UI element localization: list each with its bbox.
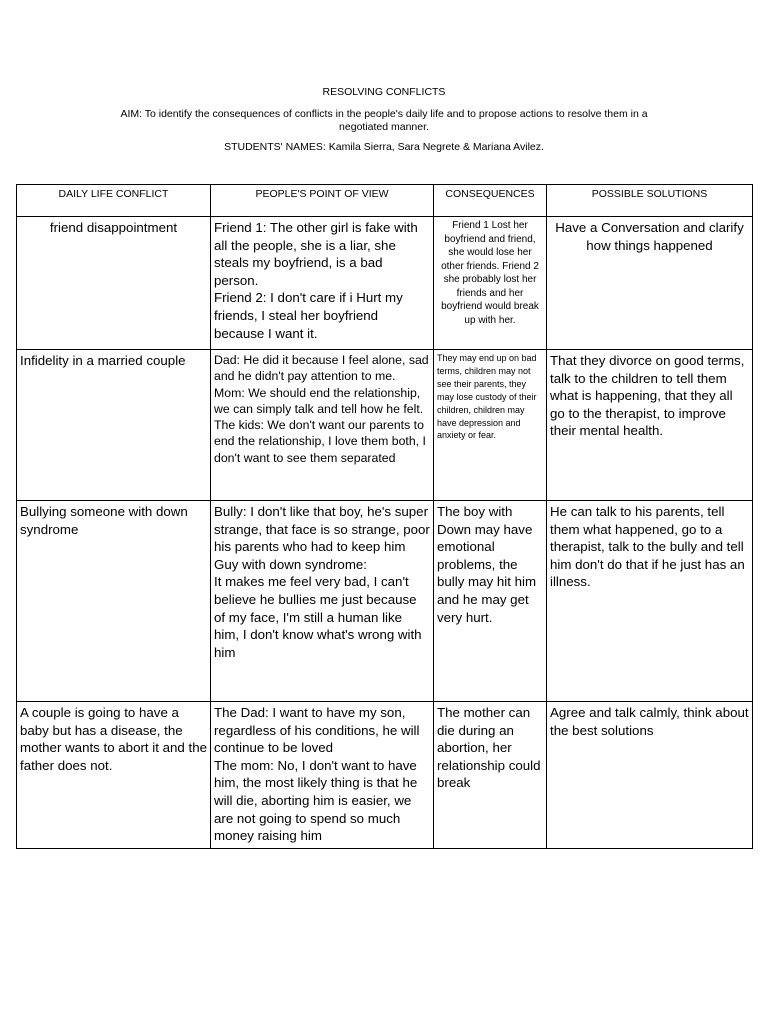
solutions-cell: Have a Conversation and clarify how things happened <box>547 217 753 350</box>
pov-line: Mom: We should end the relationship, we can simply talk and tell how he felt. <box>214 385 424 416</box>
header-possible-solutions: POSSIBLE SOLUTIONS <box>547 185 753 217</box>
document-header <box>0 86 768 154</box>
pov-line: Friend 2: I don't care if i Hurt my friends, I steal her boyfriend because I want it. <box>214 290 403 341</box>
header-consequences: CONSEQUENCES <box>434 185 547 217</box>
conflicts-table <box>16 184 753 849</box>
point-of-view-cell <box>211 350 434 501</box>
table-row <box>17 702 753 849</box>
pov-line: Friend 1: The other girl is fake with all the people, she is a liar, she steals my boyfriend, is a bad person. <box>214 220 418 288</box>
solutions-cell: Agree and talk calmly, think about the best solutions <box>547 702 753 849</box>
table-header-row <box>17 185 753 217</box>
consequences-cell: Friend 1 Lost her boyfriend and friend, she would lose her other friends. Friend 2 she probably lost her friends and her boyfriend would break up with her. <box>434 217 547 350</box>
point-of-view-cell <box>211 501 434 702</box>
pov-line: The mom: No, I don't want to have him, the most likely thing is that he will die, aborting him is easier, we are not going to spend so much money raising him <box>214 757 418 844</box>
pov-line: Guy with down syndrome: <box>214 556 367 572</box>
table-row <box>17 350 753 501</box>
pov-line: It makes me feel very bad, I can't believe he bullies me just because of my face, I'm still a human like him, I don't know what's wrong with him <box>214 574 422 660</box>
pov-line: The Dad: I want to have my son, regardless of his conditions, he will continue to be loved <box>214 705 420 756</box>
solutions-cell: He can talk to his parents, tell them what happened, go to a therapist, talk to the bully and tell him don't do that if he just has an illness. <box>547 501 753 702</box>
point-of-view-cell <box>211 702 434 849</box>
point-of-view-cell <box>211 217 434 350</box>
document-title: RESOLVING CONFLICTS <box>322 86 446 98</box>
aim-text: AIM: To identify the consequences of conflicts in the people's daily life and to propose actions to resolve them in a negotiated manner. <box>120 108 648 133</box>
header-daily-life-conflict: DAILY LIFE CONFLICT <box>17 185 211 217</box>
conflict-cell: A couple is going to have a baby but has a disease, the mother wants to abort it and the father does not. <box>17 702 211 849</box>
consequences-cell: The mother can die during an abortion, her relationship could break <box>434 702 547 849</box>
consequences-cell: They may end up on bad terms, children may not see their parents, they may lose custody of their children, children may have depression and anxiety or fear. <box>434 350 547 501</box>
table-row <box>17 217 753 350</box>
pov-line: Dad: He did it because I feel alone, sad and he didn't pay attention to me. <box>214 353 429 384</box>
solutions-cell: That they divorce on good terms, talk to the children to tell them what is happening, that they all go to the therapist, to improve their mental health. <box>547 350 753 501</box>
pov-line: Bully: I don't like that boy, he's super strange, that face is so strange, poor his parents who had to keep him <box>214 504 430 555</box>
pov-line: The kids: We don't want our parents to end the relationship, I love them both, I don't want to see them separated <box>214 418 426 465</box>
consequences-cell: The boy with Down may have emotional problems, the bully may hit him and he may get very hurt. <box>434 501 547 702</box>
conflict-cell: friend disappointment <box>17 217 211 350</box>
conflict-cell: Bullying someone with down syndrome <box>17 501 211 702</box>
table-row <box>17 501 753 702</box>
header-peoples-point-of-view: PEOPLE'S POINT OF VIEW <box>211 185 434 217</box>
conflict-cell: Infidelity in a married couple <box>17 350 211 501</box>
students-names: STUDENTS' NAMES: Kamila Sierra, Sara Negrete & Mariana Avilez. <box>224 141 544 153</box>
